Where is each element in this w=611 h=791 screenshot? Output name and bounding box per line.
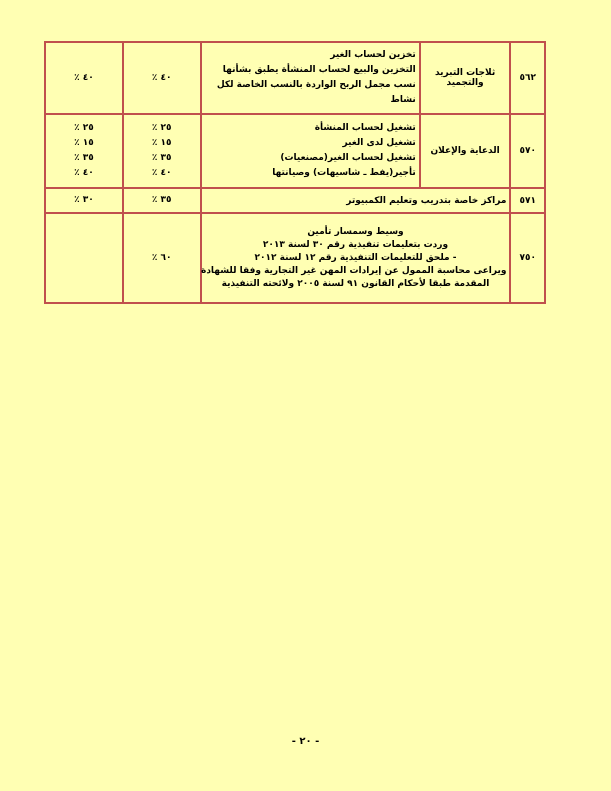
rate-value: ٪ ٢٥: [151, 123, 172, 133]
table-row: [45, 188, 545, 213]
activity-name: ثلاجات التبريد والتجميد: [420, 42, 511, 114]
description-line: تشغيل لحساب المنشأة: [314, 123, 416, 133]
rate-value: ٪ ٤٠: [151, 168, 172, 178]
rate-value: ٪ ٤٠: [74, 72, 94, 83]
activity-description: [201, 42, 420, 114]
description-line: المقدمة طبقا لأحكام القانون ٩١ لسنة ٢٠٠٥ ولائحته التنفيذية: [221, 278, 490, 289]
rate-cell: [123, 114, 201, 188]
description-line: تشغيل لحساب الغير(مصنعيات): [280, 153, 416, 163]
rate-value: ٪ ٣٥: [151, 153, 172, 163]
rate-value: ٪ ٤٠: [74, 168, 94, 178]
activity-description: [201, 114, 420, 188]
description-line: التخزين والبيع لحساب المنشأة يطبق بشأنها: [222, 65, 416, 75]
description-line: نشاط: [390, 95, 416, 105]
description-line: وسيط وسمسار تأمين: [307, 226, 404, 237]
rate-cell: [45, 114, 123, 188]
description-line: تأجير(يفط ـ شاسيهات) وصيانتها: [272, 168, 416, 178]
activity-code: ٥٦٢: [510, 42, 545, 114]
activity-code: ٥٧٠: [510, 114, 545, 188]
rate-cell: [123, 213, 201, 303]
description-line: تخزين لحساب الغير: [330, 50, 416, 60]
description-line: تشغيل لدى الغير: [342, 138, 416, 148]
activity-description: [201, 213, 511, 303]
rate-value: ٪ ١٥: [74, 138, 94, 148]
tax-rates-table: [44, 41, 546, 304]
rate-cell: [123, 188, 201, 213]
rate-value: ٪ ٤٠: [151, 72, 172, 83]
description-line: - ملحق للتعليمات التنفيذية رقم ١٢ لسنة ٢٠١٢: [254, 252, 457, 263]
rate-cell: [45, 188, 123, 213]
rate-value: ٪ ٣٠: [74, 195, 94, 205]
rate-value: ٪ ٦٠: [151, 252, 172, 263]
table-row: [45, 42, 545, 114]
description-line: ويراعى محاسبة الممول عن إيرادات المهن غير التجارية وفقا للشهادة: [201, 265, 507, 276]
activity-name: مراكز خاصة بتدريب وتعليم الكمبيوتر: [201, 188, 511, 213]
rate-cell: [45, 213, 123, 303]
rate-value: ٪ ٣٥: [151, 195, 172, 205]
table-row: [45, 213, 545, 303]
page-number: - ٢٠ -: [291, 736, 320, 747]
description-line: وردت بتعليمات تنفيذية رقم ٣٠ لسنة ٢٠١٣: [262, 239, 449, 250]
activity-code: ٥٧١: [510, 188, 545, 213]
activity-code: ٧٥٠: [510, 213, 545, 303]
rate-cell: [45, 42, 123, 114]
activity-name: الدعاية والإعلان: [420, 114, 511, 188]
rate-value: ٪ ٣٥: [74, 153, 94, 163]
rate-value: ٪ ٢٥: [74, 123, 94, 133]
table-row: [45, 114, 545, 188]
rate-value: ٪ ١٥: [151, 138, 172, 148]
description-line: نسب مجمل الربح الواردة بالنسب الخاصة لكل: [216, 80, 416, 90]
rate-cell: [123, 42, 201, 114]
